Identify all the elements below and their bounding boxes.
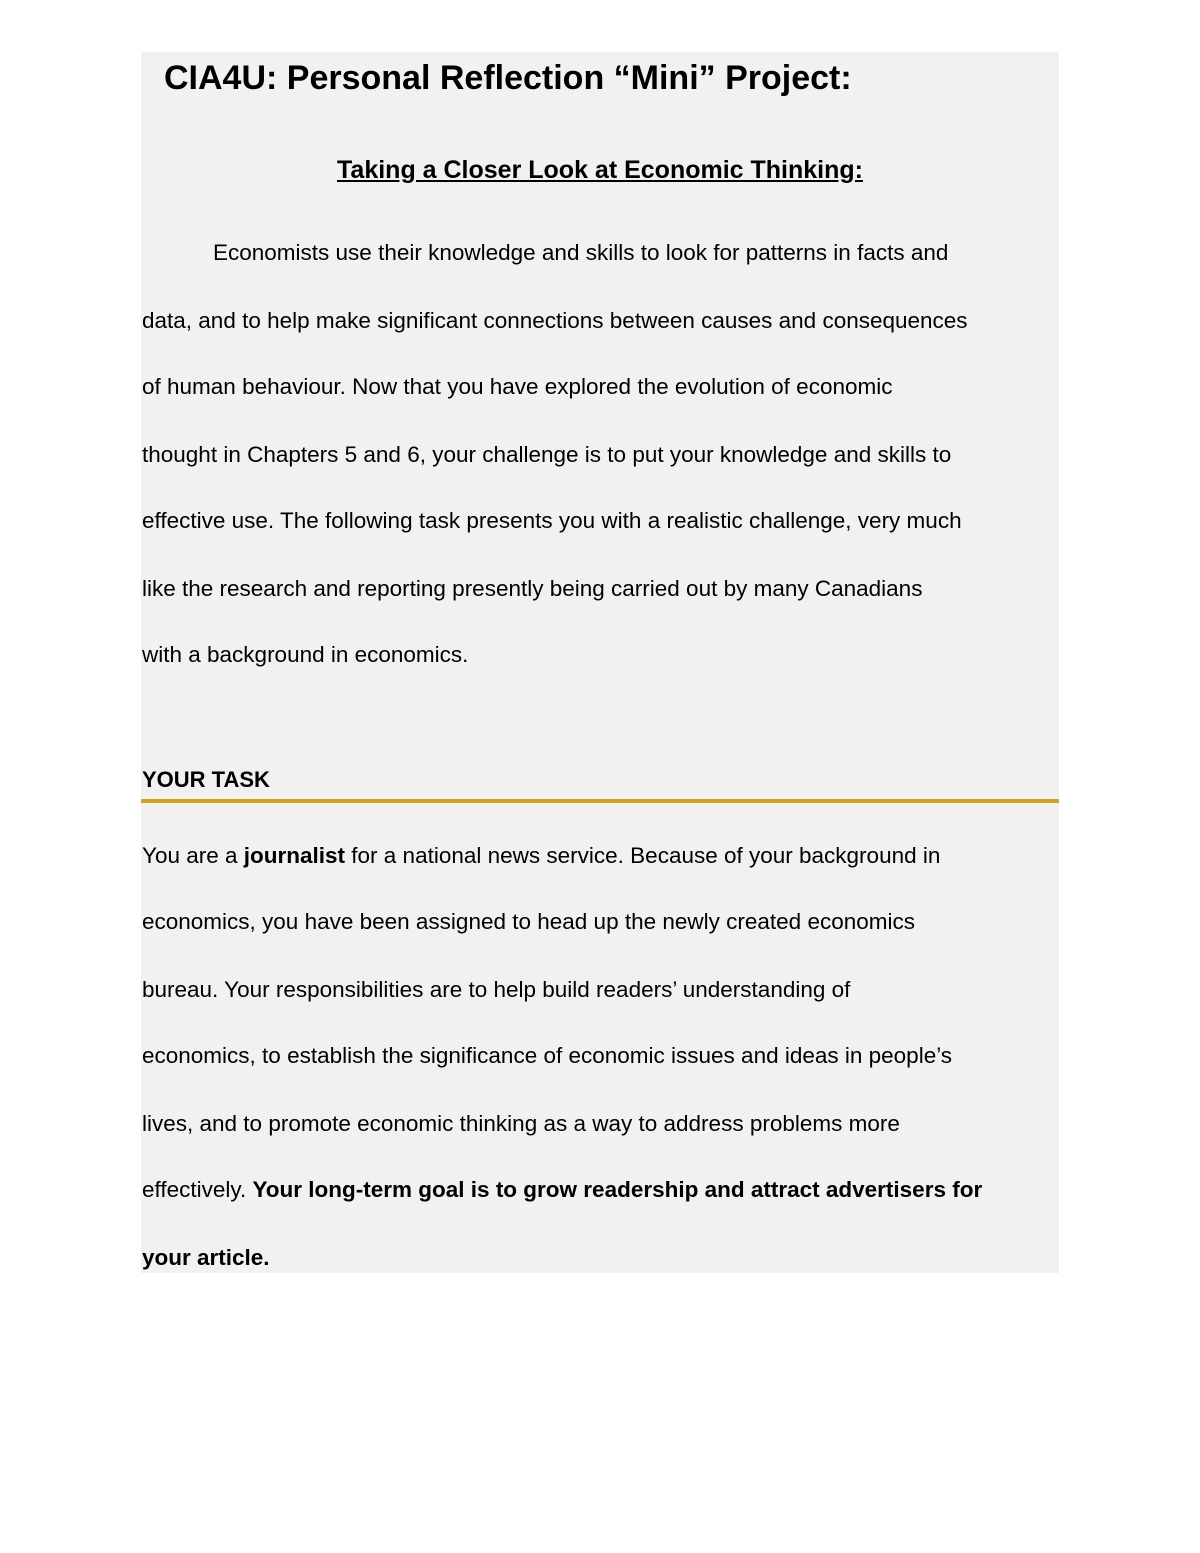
intro-line: with a background in economics. [142, 642, 469, 667]
task-line: economics, you have been assigned to head up the newly created economics [142, 909, 915, 934]
task-line: economics, to establish the significance of economic issues and ideas in people’s [142, 1043, 953, 1068]
document-title: CIA4U: Personal Reflection “Mini” Project: [164, 59, 852, 97]
section-divider [141, 799, 1059, 803]
intro-line: like the research and reporting presently being carried out by many Canadians [142, 576, 923, 601]
task-line: lives, and to promote economic thinking as a way to address problems more [142, 1111, 900, 1136]
intro-line: thought in Chapters 5 and 6, your challenge is to put your knowledge and skills to [142, 442, 952, 467]
task-emphasis: journalist [243, 843, 346, 868]
task-text: effectively. [142, 1177, 253, 1202]
task-line [142, 840, 940, 872]
intro-line: of human behaviour. Now that you have explored the evolution of economic [142, 374, 893, 399]
intro-line: Economists use their knowledge and skills to look for patterns in facts and [213, 240, 949, 265]
task-emphasis: your article. [142, 1245, 270, 1270]
intro-line: effective use. The following task presents you with a realistic challenge, very much [142, 508, 962, 533]
task-line [142, 1242, 270, 1274]
task-text: for a national news service. Because of your background in [345, 843, 941, 868]
document-subtitle: Taking a Closer Look at Economic Thinking: [337, 156, 863, 184]
task-heading: YOUR TASK [142, 767, 270, 792]
task-line [142, 1174, 982, 1206]
task-line: bureau. Your responsibilities are to help build readers’ understanding of [142, 977, 851, 1002]
task-text: You are a [142, 843, 244, 868]
task-emphasis: Your long-term goal is to grow readership and attract advertisers for [252, 1177, 983, 1202]
intro-line: data, and to help make significant connections between causes and consequences [142, 308, 968, 333]
